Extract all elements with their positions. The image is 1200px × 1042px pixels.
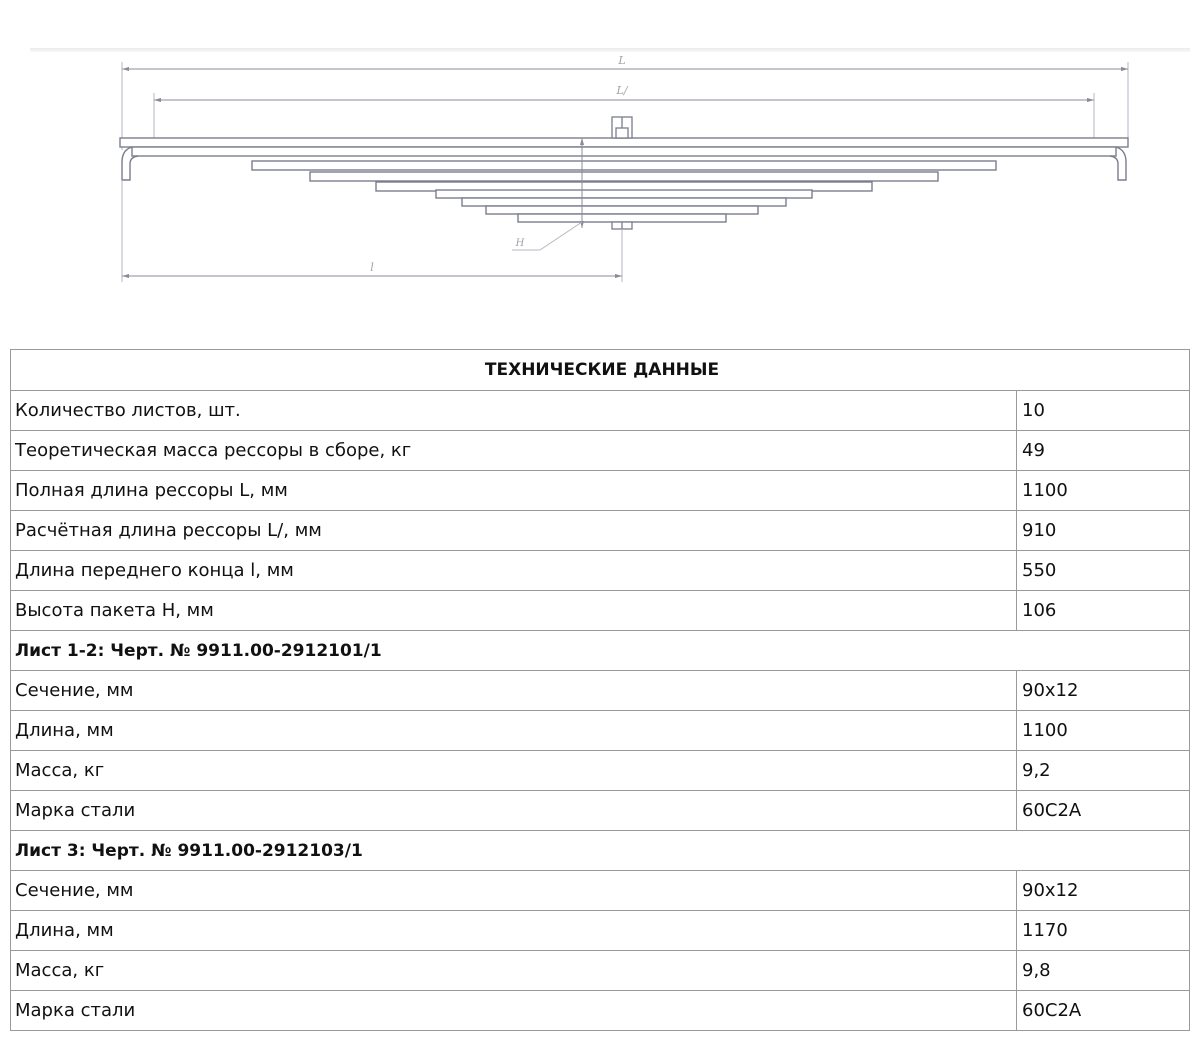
- spec-label: Длина, мм: [11, 711, 1017, 751]
- table-row: [11, 591, 1190, 631]
- table-row: [11, 671, 1190, 711]
- spec-label: Марка стали: [11, 791, 1017, 831]
- section-row-leaf-1-2: [11, 631, 1190, 671]
- spec-label: Расчётная длина рессоры L/, мм: [11, 511, 1017, 551]
- spec-label: Масса, кг: [11, 951, 1017, 991]
- table-row: [11, 791, 1190, 831]
- spec-label: Длина, мм: [11, 911, 1017, 951]
- section-heading: Лист 1-2: Черт. № 9911.00-2912101/1: [11, 631, 1190, 671]
- table-row: [11, 871, 1190, 911]
- spec-label: Высота пакета Н, мм: [11, 591, 1017, 631]
- spec-value: 9,2: [1017, 751, 1190, 791]
- spec-value: 1100: [1017, 711, 1190, 751]
- spec-value: 90x12: [1017, 671, 1190, 711]
- spec-value: 9,8: [1017, 951, 1190, 991]
- spec-value: 910: [1017, 511, 1190, 551]
- table-title: ТЕХНИЧЕСКИЕ ДАННЫЕ: [11, 350, 1190, 391]
- spec-value: 106: [1017, 591, 1190, 631]
- dim-label-L-prime: L/: [616, 84, 628, 97]
- table-title-row: [11, 350, 1190, 391]
- spec-label: Количество листов, шт.: [11, 391, 1017, 431]
- table-row: [11, 511, 1190, 551]
- spec-label: Марка стали: [11, 991, 1017, 1031]
- table-row: [11, 711, 1190, 751]
- dim-label-l: l: [370, 261, 374, 274]
- spec-label: Сечение, мм: [11, 871, 1017, 911]
- spec-label: Полная длина рессоры L, мм: [11, 471, 1017, 511]
- table-row: [11, 951, 1190, 991]
- spec-value: 90x12: [1017, 871, 1190, 911]
- table-row: [11, 431, 1190, 471]
- spec-value: 1170: [1017, 911, 1190, 951]
- spec-label: Теоретическая масса рессоры в сборе, кг: [11, 431, 1017, 471]
- spec-label: Масса, кг: [11, 751, 1017, 791]
- spec-value: 60С2А: [1017, 991, 1190, 1031]
- spec-value: 1100: [1017, 471, 1190, 511]
- dim-label-L: L: [618, 54, 626, 67]
- table-row: [11, 991, 1190, 1031]
- section-heading: Лист 3: Черт. № 9911.00-2912103/1: [11, 831, 1190, 871]
- table-row: [11, 391, 1190, 431]
- spec-value: 550: [1017, 551, 1190, 591]
- table-row: [11, 551, 1190, 591]
- technical-data-table: [10, 349, 1190, 1031]
- section-row-leaf-3: [11, 831, 1190, 871]
- spec-label: Сечение, мм: [11, 671, 1017, 711]
- spec-value: 60С2А: [1017, 791, 1190, 831]
- spring-leaves: [120, 138, 1128, 222]
- spec-value: 49: [1017, 431, 1190, 471]
- dim-label-H: H: [515, 238, 525, 249]
- spec-label: Длина переднего конца l, мм: [11, 551, 1017, 591]
- table-row: [11, 471, 1190, 511]
- spec-value: 10: [1017, 391, 1190, 431]
- table-row: [11, 751, 1190, 791]
- table-row: [11, 911, 1190, 951]
- leaf-spring-drawing: [0, 0, 1200, 300]
